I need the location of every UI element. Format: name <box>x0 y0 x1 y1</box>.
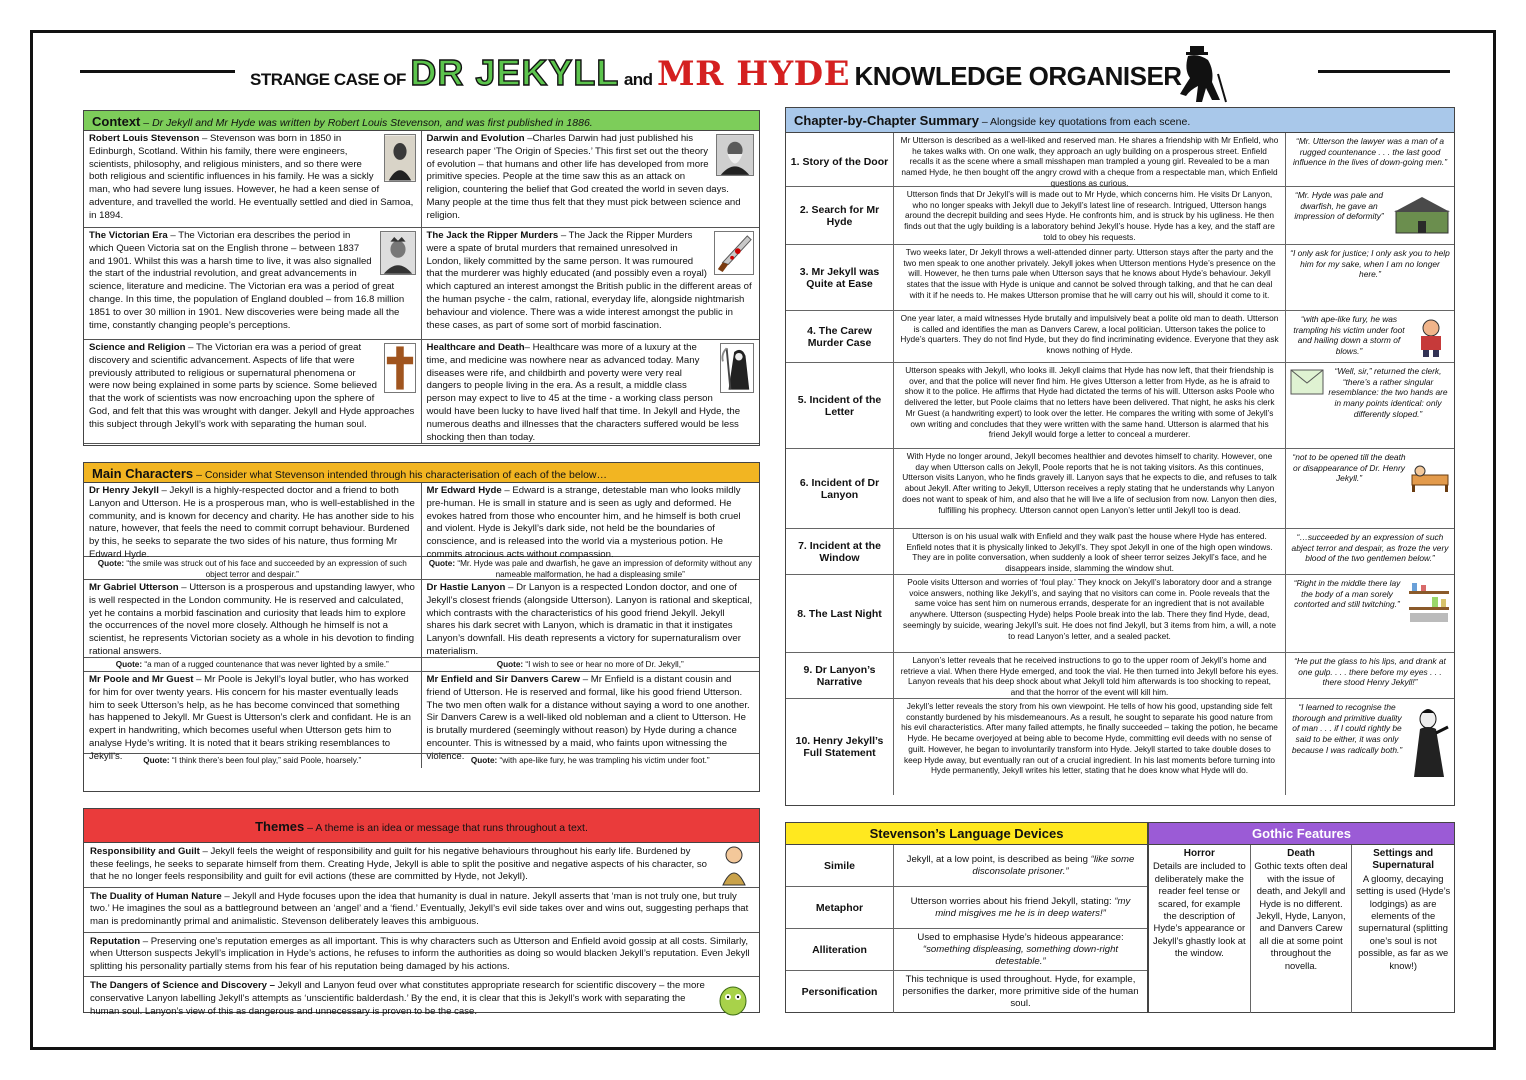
chapter-summary-text: Mr Utterson is described as a well-liked and reserved man. He shares a friendship with Mr Enfield, who he takes walks with. On one walk, they approach an ugly building on a prosperous street. Enfield recalls it as the scene where a small misshapen man trampled a young girl. Revealed to be a man named Hyde, he then bought off the angry crowd with a cheque from a respectable man, which Enfield questions as curious. <box>894 133 1286 191</box>
house-icon <box>1394 195 1450 235</box>
chapter-summary-text: Two weeks later, Dr Jekyll throws a well-attended dinner party. Utterson stays after the party and the two men speak to one another privately. Jekyll jokes when Utterson mentions Hyde’s presence on the will. However, he then turns pale when Utterson says that he knows about Hyde’s behaviour. Jekyll states that the issue with Hyde is unique and cannot be solved through talking, and that he can deal with it if he needs to. He makes Utterson promise that he will carry out his will, should it come to it. <box>894 245 1286 310</box>
grim-reaper-icon <box>720 343 754 393</box>
darwin-portrait-icon <box>716 134 754 176</box>
title-and: and <box>623 70 653 89</box>
letter-icon <box>1290 369 1324 395</box>
device-row <box>786 971 1147 1013</box>
page-header <box>80 48 1450 104</box>
header-rule-right <box>1318 70 1450 73</box>
summary-row <box>786 653 1454 699</box>
device-example: Used to emphasise Hyde’s hideous appearance: “something displeasing, something down-right detestable.” <box>917 931 1124 967</box>
gothic-features-panel <box>1148 822 1455 1013</box>
title-mr-hyde: MR HYDE <box>657 54 851 94</box>
chapter-summary-text: Utterson finds that Dr Jekyll’s will is made out to Mr Hyde, which concerns him. He visits Dr Lanyon, who no longer speaks with Jekyll due to Jekyll’s latest line of research. Intrigued, Utterson hangs around the decrepit building and sees Hyde. He confronts him, and is struck by his ugliness. He then finds out that the ugly building is a laboratory behind Jekyll’s house. Hyde has a key, and the staff are told to obey his requests. <box>894 187 1286 245</box>
chapter-quote: “Right in the middle there lay the body of a man sorely contorted and still twitching.” <box>1293 578 1401 610</box>
summary-header <box>786 108 1454 133</box>
character-enfield-carew: Mr Enfield and Sir Danvers Carew – Mr Enfield is a distant cousin and friend of Utterson. He is reserved and formal, like his good friend Utterson. The two men often walk for a distance without saying a word to one another. Sir Danvers Carew is a well-liked old nobleman and a client to Utterson. He is brutally murdered (seemingly without reason) by Hyde during a chance encounter. This is witnessed by a maid, who faints upon witnessing the violence. <box>422 672 760 754</box>
chapter-quote: “I learned to recognise the thorough and primitive duality of man . . . if I could rightly be said to be either, it was only because I was radically both.” <box>1291 702 1403 755</box>
themes-header <box>84 809 759 843</box>
device-example: Utterson worries about his friend Jekyll, stating: “my mind misgives me he is in deep waters!” <box>910 895 1131 919</box>
device-name: Metaphor <box>786 887 894 928</box>
chapter-title: 5. Incident of the Letter <box>786 363 894 448</box>
chapter-title: 9. Dr Lanyon’s Narrative <box>786 653 894 700</box>
title-strange-case: STRANGE CASE OF <box>250 70 406 89</box>
summary-row <box>786 575 1454 653</box>
summary-row <box>786 363 1454 449</box>
chapter-quote: “Mr. Hyde was pale and dwarfish, he gave an impression of deformity” <box>1294 190 1384 222</box>
device-row <box>786 929 1147 971</box>
hyde-silhouette-icon <box>1160 44 1230 104</box>
summary-title: Chapter-by-Chapter Summary <box>794 113 979 128</box>
quote-hyde: Quote: “Mr. Hyde was pale and dwarfish, he gave an impression of deformity without any nameable malformation, he had a displeasing smile” <box>422 557 760 580</box>
chapter-title: 1. Story of the Door <box>786 133 894 191</box>
context-stevenson: Robert Louis Stevenson – Stevenson was born in 1850 in Edinburgh, Scotland. Within his family, there were engineers, scientists, philosophy, and religious ministers, and so there were both religious and scientific influences in his family. He was a sickly man, who had severe lung issues. However, he had a keen sense of adventure, and travelled the world. He eventually settled and died in Samoa, in 1894. <box>84 131 422 228</box>
chapter-quote: “…succeeded by an expression of such abject terror and despair, as froze the very blood of the two gentlemen below.” <box>1291 532 1449 564</box>
chapter-summary-text: With Hyde no longer around, Jekyll becomes healthier and devotes himself to charity. However, one day when Utterson calls on Jekyll, Poole reports that he is not taking visitors. As this continues, Utterson visits Lanyon, who he finds gravely ill. Lanyon says that he expects to die, and refuses to talk about Jekyll. After writing to Jekyll, Utterson receives a reply stating that he understands why Lanyon does not want to speak of him, and also that he will live a life of seclusion from now. Lanyon then dies, fulfilling his prophecy. Utterson cannot open Lanyon’s letter until Jekyll too is dead. <box>894 449 1286 528</box>
summary-row <box>786 133 1454 187</box>
theme-reputation: Reputation – Preserving one’s reputation emerges as all important. This is why characters such as Utterson and Enfield avoid gossip at all costs. Similarly, when Utterson suspects Jekyll’s implication in Hyde’s actions, he refuses to inform the authorities as doing so would blacken Jekyll’s reputation. Even Jekyll splitting his personality partially stems from his fear of his reputation being damaged by his actions. <box>84 933 759 978</box>
chapter-quote: “Mr. Utterson the lawyer was a man of a rugged countenance . . . the last good influence in the lives of down-going men.” <box>1292 136 1448 168</box>
summary-row <box>786 529 1454 575</box>
gothic-death: Death Gothic texts often deal with the issue of death, and Jekyll and Hyde is no different. Jekyll, Hyde, Lanyon, and Danvers Carew all die at some point throughout the novella. <box>1251 845 1353 1013</box>
themes-panel <box>83 808 760 1017</box>
summary-row <box>786 449 1454 529</box>
chapter-title: 3. Mr Jekyll was Quite at Ease <box>786 245 894 310</box>
chapter-quote: “with ape-like fury, he was trampling his victim under foot and hailing down a storm of blows.” <box>1293 314 1405 357</box>
context-healthcare-death: Healthcare and Death– Healthcare was more of a luxury at the time, and medicine was nowhere near as advanced today. Many diseases were rife, and childbirth and poverty were very real dangers to people living in the era. As a result, a middle class person may expect to live to 45 at the time - a working class person would have been lucky to have lived half that time. In Jekyll and Hyde, the numerous deaths and illnesses that the characters suffered would be less shocking then than today. <box>422 340 760 444</box>
page-title <box>250 52 1182 94</box>
quote-utterson: Quote: “a man of a rugged countenance that was never lighted by a smile.” <box>84 658 422 672</box>
quote-carew: Quote: “with ape-like fury, he was trampling his victim under foot.” <box>470 756 710 765</box>
context-science-religion: Science and Religion – The Victorian era was a period of great discovery and scientific advancement. Aspects of life that were previously attributed to religious or supernatural phenomena or were now being explained in some parts by science. Some believed that the work of scientists was now encroaching upon the sphere of God, and felt that this was wrought with danger. Jekyll and Hyde approaches this subject through Jekyll’s work with separating the human soul. <box>84 340 422 444</box>
chapter-quote-cell <box>1286 699 1454 795</box>
chapter-summary-text: Lanyon’s letter reveals that he received instructions to go to the upper room of Jekyll’s home and retrieve a vial. When there Hyde emerged, and took the vial. He then turned into Jekyll before his eyes. Lanyon reveals that his deep shock about what Jekyll told him afterwards is too shocking to repeat, and that the horror of the event will kill him. <box>894 653 1286 700</box>
context-darwin: Darwin and Evolution –Charles Darwin had just published his research paper ‘The Origin of Species.’ This first set out the theory of evolution – that humans and other life has developed from more primitive species. People at the time saw this as an attack on religion, countering the belief that God created the world in seven days. Many people at the time thus felt that they must pick between science and religion. <box>422 131 760 228</box>
device-row <box>786 845 1147 887</box>
device-row <box>786 887 1147 929</box>
characters-subtitle: – Consider what Stevenson intended through his characterisation of each of the below… <box>193 469 607 481</box>
chapter-quote: “Well, sir,” returned the clerk, “there’s a rather singular resemblance: the two hands are in many points identical: only differently sloped.” <box>1328 366 1448 419</box>
chapter-title: 7. Incident at the Window <box>786 529 894 576</box>
header-rule-left <box>80 70 235 73</box>
theme-duality: The Duality of Human Nature – Jekyll and Hyde focuses upon the idea that humanity is dual in nature. Jekyll asserts that ‘man is not truly one, but truly two.’ He imagines the soul as a battleground between an ‘angel’ and a ‘fiend.’ Eventually, Jekyll’s evil side takes over and wins out, suggesting perhaps that man is predominantly primal and animalistic. Stevenson deliberately leaves this ambiguous. <box>84 888 759 933</box>
device-example: Jekyll, at a low point, is described as being “like some disconsolate prisoner.” <box>906 853 1135 877</box>
chapter-title: 2. Search for Mr Hyde <box>786 187 894 245</box>
chapter-summary-text: Jekyll’s letter reveals the story from his own viewpoint. He tells of how his good, upstanding side felt constantly burdened by his misdemeanours. As a result, he sought to separate his good nature from his evil characteristics. After many failed attempts, he finally succeeded – taking the potion, he became Hyde. He became overjoyed at being able to become Hyde, committing evil deeds with no sense of guilt. However, he began to involuntarily transform into Hyde. Jekyll started to take double doses to keep Hyde away, but eventually ran out of a crucial ingredient. In his last moments before turning into Hyde permanently, Jekyll writes his letter, stating that he does know what Hyde will do. <box>894 699 1286 795</box>
chapter-quote: “not to be opened till the death or disappearance of Dr. Henry Jekyll.” <box>1292 452 1406 484</box>
characters-panel <box>83 462 760 792</box>
stevenson-portrait-icon <box>384 134 416 182</box>
gothic-horror: Horror Details are included to deliberately make the reader feel tense or scared, for example the description of Hyde’s appearance or Jekyll’s ghastly look at the window. <box>1149 845 1251 1013</box>
title-knowledge-organiser: KNOWLEDGE ORGANISER <box>854 61 1182 91</box>
summary-row <box>786 245 1454 311</box>
jekyll-hyde-figure-icon <box>1408 707 1450 777</box>
title-dr-jekyll: DR JEKYLL <box>410 52 620 93</box>
context-header <box>84 111 759 131</box>
device-example: This technique is used throughout. Hyde, for example, personifies the darker, more primitive side of the human soul. <box>902 974 1139 1009</box>
summary-row <box>786 699 1454 795</box>
angry-man-icon <box>1412 317 1450 357</box>
gothic-title: Gothic Features <box>1252 826 1351 841</box>
themes-subtitle: – A theme is an idea or message that runs throughout a text. <box>304 822 588 834</box>
chapter-quote-cell <box>1286 187 1454 245</box>
character-lanyon: Dr Hastie Lanyon – Dr Lanyon is a respected London doctor, and one of Jekyll’s closest friends (alongside Utterson). Lanyon is rational and skeptical, which contrasts with the characteristics of his good friend Jekyll. Jekyll shares his dark secret with Lanyon, which is dramatic in that it instigates Lanyon’s downfall. His death represents a victory for supernaturalism over materialism. <box>422 580 760 658</box>
context-victorian-era: The Victorian Era – The Victorian era describes the period in which Queen Victoria sat on the English throne – between 1837 and 1901. Whilst this was a harsh time to live, it was also signalled the start of the industrial revolution, and great advancements in science, literature and medicine. The Victorian era was a period of great change. In this time, the population of England doubled – from 16.8 million 1851 to over 30 million in 1901. New discoveries were being made all the time, constantly changing people’s perceptions. <box>84 228 422 340</box>
chapter-quote-cell <box>1286 449 1454 528</box>
laboratory-icon <box>1408 583 1450 623</box>
chapter-quote: “I only ask for justice; I only ask you to help him for my sake, when I am no longer here.” <box>1290 248 1450 280</box>
chapter-summary-text: Utterson speaks with Jekyll, who looks ill. Jekyll claims that Hyde has now left, that their friendship is over, and that the police will never find him. He gives Utterson a letter from Hyde, as he is afraid to show it to the police. He affirms that Hyde had dictated the terms of his will. Utterson asks Poole who delivered the letter, but Poole claims that no letters have been delivered. That night, he asks his clerk Mr Guest (a handwriting expert) to look over the letter. He compares the writing with some of Jekyll’s own writing and concludes that they were written with the same hand. Utterson is alarmed that his friend Jekyll would forge a letter to conceal a murderer. <box>894 363 1286 448</box>
context-panel <box>83 110 760 446</box>
chapter-quote-cell <box>1286 575 1454 652</box>
themes-title: Themes <box>255 819 305 834</box>
gothic-settings-supernatural: Settings and Supernatural A gloomy, decaying setting is used (Hyde’s lodgings) as are elements of the supernatural (splitting one’s soul is not possible, as far as we know!) <box>1356 848 1451 971</box>
summary-row <box>786 311 1454 363</box>
device-name: Personification <box>786 971 894 1013</box>
quote-poole: Quote: “I think there’s been foul play,” said Poole, hoarsely.” <box>84 754 422 768</box>
chapter-summary-text: Poole visits Utterson and worries of ‘foul play.’ They knock on Jekyll’s laboratory door and a strange voice answers, nothing like Jekyll’s, and saying that no visitors can come in. Poole reveals that the same voice has sent him on numerous errands, desperate for an ingredient that is not available anywhere. Utterson (suspecting Hyde) helps Poole break into the lab. There they find Hyde, dead, seemingly by suicide, wearing Jekyll’s suit. He does not find Jekyll, but 3 items from him, a will, a note to read Lanyon’s letter, and a sealed packet. <box>894 575 1286 652</box>
chapter-title: 4. The Carew Murder Case <box>786 311 894 362</box>
chapter-title: 8. The Last Night <box>786 575 894 652</box>
chapter-quote: “He put the glass to his lips, and drank at one gulp. . . . there before my eyes . . . there stood Henry Jekyll!” <box>1294 656 1446 688</box>
characters-header <box>84 463 759 483</box>
chapter-summary-panel <box>785 107 1455 806</box>
character-hyde: Mr Edward Hyde – Edward is a strange, detestable man who looks mildly pre-human. He is small in stature and is seen as ugly and deformed. He evokes hatred from those who encounter him, and he himself is both cruel and violent. Hyde is Jekyll’s dark side, not held be the boundaries of conscience, and is released into the world via a mysterious potion. He commits atrocious acts without compassion. <box>422 483 760 557</box>
chapter-quote-cell <box>1286 311 1454 362</box>
summary-row <box>786 187 1454 245</box>
quote-lanyon: Quote: “I wish to see or hear no more of Dr. Jekyll,” <box>422 658 760 672</box>
context-title: Context <box>92 114 141 129</box>
character-jekyll: Dr Henry Jekyll – Jekyll is a highly-respected doctor and a friend to both Lanyon and Utterson. He is a prosperous man, who is well-established in the community, and is known for decency and charity. He has another side to his nature, however, that feels the need to commit corrupt behaviour. Burdened by this, he seeks to separate the two sides of his nature, thus forming Mr Edward Hyde. <box>84 483 422 557</box>
queen-victoria-icon <box>380 231 416 275</box>
language-devices-panel <box>785 822 1148 1013</box>
chapter-title: 10. Henry Jekyll’s Full Statement <box>786 699 894 795</box>
chapter-summary-text: Utterson is on his usual walk with Enfield and they walk past the house where Hyde has entered. Enfield notes that it is physically linked to Jekyll’s. They spot Jekyll in one of the high open windows. They are in polite conversation, when suddenly a look of sheer terror seizes Jekyll’s face, and he disappears inside, slamming the window shut. <box>894 529 1286 576</box>
gothic-header <box>1149 823 1454 845</box>
theme-responsibility-guilt: Responsibility and Guilt – Jekyll feels the weight of responsibility and guilt for his negative behaviours throughout his early life. Burdened by these feelings, he seeks to separate himself from them. Creating Hyde, Jekyll is able to split the positive and negative aspects of his character, so that he no longer feels responsibility and guilt for evil actions (these are committed by Hyde, not Jekyll). <box>84 843 759 888</box>
sick-bed-icon <box>1410 459 1450 493</box>
context-subtitle: – Dr Jekyll and Mr Hyde was written by Robert Louis Stevenson, and was first published in 1886. <box>140 117 593 129</box>
quote-jekyll: Quote: “the smile was struck out of his face and succeeded by an expression of such object terror and despair.” <box>84 557 422 580</box>
language-title: Stevenson’s Language Devices <box>869 826 1064 841</box>
monster-icon <box>715 979 751 1019</box>
characters-title: Main Characters <box>92 466 194 481</box>
device-name: Simile <box>786 845 894 886</box>
cross-icon <box>384 343 416 393</box>
worried-man-icon <box>717 845 751 885</box>
summary-subtitle: – Alongside key quotations from each scene. <box>978 116 1191 128</box>
chapter-summary-text: One year later, a maid witnesses Hyde brutally and impulsively beat a polite old man to death. Utterson is called and identifies the man as Danvers Carew, a local politician. Utterson takes the police to Hyde’s quarters. They do not find Hyde, but they do find incriminating evidence. Everyone that they ask knows nothing of Hyde. <box>894 311 1286 362</box>
theme-science-discovery: The Dangers of Science and Discovery – Jekyll and Lanyon feud over what constitutes appropriate research for scientific discovery – the more conservative Lanyon labelling Jekyll’s attempts as ‘unscientific balderdash.’ By the end, it is clear that this is Jekyll’s work with separating the human soul. Lanyon’s view of this as dangerous and unnecessary is proven to be the case. <box>84 977 759 1021</box>
character-utterson: Mr Gabriel Utterson – Utterson is a prosperous and upstanding lawyer, who is well respected in the London community. He is reserved and calculated, yet he contains a morbid fascination and curiosity that leads him to explore the occurrences of the novel more closely. Although he himself is not a scientist, he represents Victorian society as a whole in his devotion to finding rational answers. <box>84 580 422 658</box>
chapter-quote-cell <box>1286 363 1454 448</box>
character-poole-guest: Mr Poole and Mr Guest – Mr Poole is Jekyll’s loyal butler, who has worked for him for over twenty years. His concern for his master eventually leads him to seek Utterson’s help, as he has become convinced that something has happened to Jekyll. Mr Guest is Utterson’s clerk and confidant. He is an expert in handwriting, which becomes useful when Utterson gets him to analyse Hyde’s writing. It is noted that it bears striking resemblances to Jekyll’s. <box>84 672 422 754</box>
context-jack-the-ripper: The Jack the Ripper Murders – The Jack the Ripper Murders were a spate of brutal murders that remained unresolved in London, likely committed by the same person. It was rumoured that the murderer was highly educated (and possibly even a royal) which captured an interest amongst the British public in the different areas of the human psyche - the calm, rational, everyday life, alongside nightmarish behaviour and violence. There was a wide interest amongst the public in these cases, as part of some sort of morbid fascination. <box>422 228 760 340</box>
language-header <box>786 823 1147 845</box>
knife-icon <box>714 231 754 275</box>
device-name: Alliteration <box>786 929 894 970</box>
chapter-title: 6. Incident of Dr Lanyon <box>786 449 894 528</box>
